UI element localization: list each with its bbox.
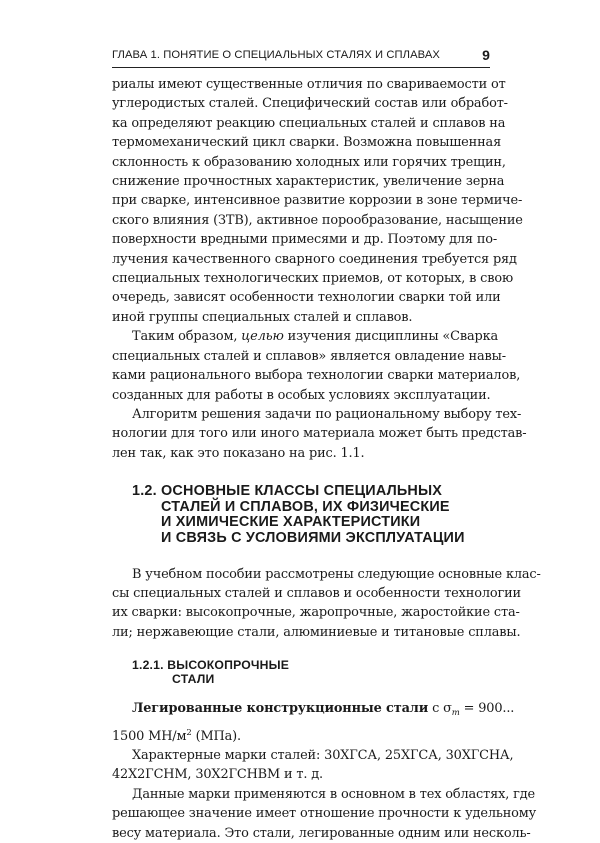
heading-line: СТАЛЕЙ И СПЛАВОВ, ИХ ФИЗИЧЕСКИЕ bbox=[161, 498, 450, 515]
text-line: риалы имеют существенные отличия по свариваемости от bbox=[112, 77, 506, 92]
text-line: В учебном пособии рассмотрены следующие основные клас- bbox=[132, 566, 541, 582]
subsection-heading-1-2-1 bbox=[112, 658, 490, 686]
heading-line: И СВЯЗЬ С УСЛОВИЯМИ ЭКСПЛУАТАЦИИ bbox=[161, 529, 465, 546]
heading-line: СТАЛИ bbox=[172, 672, 215, 687]
text-run: 1500 МН/м bbox=[112, 728, 187, 744]
text-line: Данные марки применяются в основном в тех областях, где bbox=[132, 786, 535, 802]
text-line bbox=[112, 699, 515, 723]
heading-line: И ХИМИЧЕСКИЕ ХАРАКТЕРИСТИКИ bbox=[161, 514, 421, 531]
text-line: ли; нержавеющие стали, алюминиевые и титановые сплавы. bbox=[112, 624, 521, 640]
text-line: ка определяют реакцию специальных сталей и сплавов на bbox=[112, 115, 506, 131]
section-heading-1-2 bbox=[112, 484, 490, 546]
text-line: при сварке, интенсивное развитие коррозии в зоне термиче- bbox=[112, 193, 523, 209]
superscript: 2 bbox=[186, 727, 192, 738]
text-line: их сварки: высокопрочные, жаропрочные, жаростойкие ста- bbox=[112, 605, 520, 621]
header-rule bbox=[112, 67, 490, 68]
running-head bbox=[112, 47, 490, 65]
paragraph-algorithm bbox=[112, 405, 527, 463]
text-line: снижение прочностных характеристик, увеличение зерна bbox=[112, 174, 505, 190]
paragraph-alloyed-steels bbox=[112, 699, 515, 746]
text-line: лучения качественного сварного соединения требуется ряд bbox=[112, 251, 517, 267]
text-line: ками рационального выбора технологии сварки материалов, bbox=[112, 368, 521, 384]
paragraph-grades bbox=[112, 746, 514, 785]
text-run: (МПа). bbox=[191, 728, 241, 744]
text-line: 42Х2ГСНМ, 30Х2ГСНВМ и т. д. bbox=[112, 767, 324, 783]
page-number: 9 bbox=[482, 47, 490, 63]
subscript: т bbox=[451, 708, 460, 719]
paragraph-classes bbox=[112, 565, 541, 643]
text-run: с σ bbox=[428, 701, 452, 717]
text-line: специальных технологических приемов, от которых, в свою bbox=[112, 271, 514, 287]
text-line: созданных для работы в особых условиях эксплуатации. bbox=[112, 387, 491, 403]
book-page bbox=[112, 0, 541, 841]
paragraph-goal bbox=[112, 327, 521, 405]
text-line bbox=[112, 327, 499, 346]
text-line: сы специальных сталей и сплавов и особенности технологии bbox=[112, 585, 521, 601]
term-alloyed-steels: Легированные конструкционные стали bbox=[132, 701, 429, 717]
text-line: склонность к образованию холодных или горячих трещин, bbox=[112, 154, 506, 170]
text-run: = 900... bbox=[459, 701, 515, 717]
emphasis-goal: целью bbox=[241, 329, 284, 345]
text-run: Таким образом, bbox=[132, 329, 242, 345]
text-line: ского влияния (ЗТВ), активное порообразование, насыщение bbox=[112, 212, 523, 228]
text-line: поверхности вредными примесями и др. Поэтому для по- bbox=[112, 232, 498, 248]
text-line: решающее значение имеет отношение прочности к удельному bbox=[112, 806, 537, 822]
text-line: Характерные марки сталей: 30ХГСА, 25ХГСА, 30ХГСНА, bbox=[132, 747, 514, 763]
heading-line: 1.2.1. ВЫСОКОПРОЧНЫЕ bbox=[132, 658, 290, 673]
text-line: углеродистых сталей. Специфический состав или обработ- bbox=[112, 96, 508, 112]
text-line bbox=[112, 724, 490, 746]
heading-line: 1.2. ОСНОВНЫЕ КЛАССЫ СПЕЦИАЛЬНЫХ bbox=[132, 483, 443, 500]
text-line: иной группы специальных сталей и сплавов. bbox=[112, 309, 413, 325]
text-line: весу материала. Это стали, легированные одним или несколь- bbox=[112, 825, 531, 841]
text-line: лен так, как это показано на рис. 1.1. bbox=[112, 445, 365, 461]
chapter-title: ГЛАВА 1. ПОНЯТИЕ О СПЕЦИАЛЬНЫХ СТАЛЯХ И СПЛАВАХ bbox=[112, 49, 440, 61]
text-run: изучения дисциплины «Сварка bbox=[283, 329, 499, 345]
paragraph-applications bbox=[112, 785, 537, 843]
text-line: нологии для того или иного материала может быть представ- bbox=[112, 426, 527, 442]
text-line: Алгоритм решения задачи по рациональному выбору тех- bbox=[132, 406, 522, 422]
paragraph-continuation bbox=[112, 75, 523, 327]
text-line: специальных сталей и сплавов» является овладение навы- bbox=[112, 348, 506, 364]
text-line: очередь, зависят особенности технологии сварки той или bbox=[112, 290, 501, 306]
main-text bbox=[112, 75, 541, 843]
text-line: термомеханический цикл сварки. Возможна повышенная bbox=[112, 135, 502, 151]
